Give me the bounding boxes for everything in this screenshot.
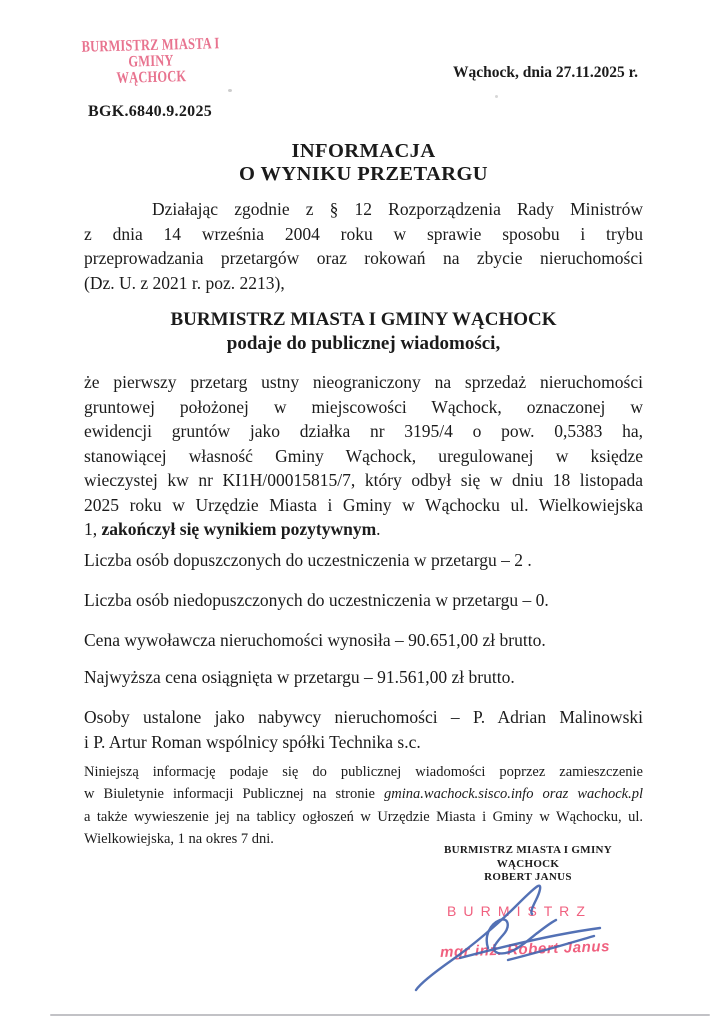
signatory-title-line2: WĄCHOCK [496,857,560,870]
result-item-highest-price [84,665,643,690]
reference-number: BGK.6840.9.2025 [88,103,213,120]
result-item-not-admitted [84,588,643,613]
result-item-line: Liczba osób niedopuszczonych do uczestniczenia w przetargu – 0. [84,589,549,610]
result-item-line: Cena wywoławcza nieruchomości wynosiła – 90.651,00 zł brutto. [84,629,546,650]
document-title-line2: O WYNIKU PRZETARGU [238,163,489,185]
signature-ink [390,878,620,1000]
main-paragraph-line: że pierwszy przetarg ustny nieograniczony na sprzedaż nieruchomości [84,372,643,392]
publication-note-line: Niniejszą informację podaje się do publicznej wiadomości poprzez zamieszczenie [84,764,643,780]
intro-paragraph [84,197,643,295]
document-title-line1: INFORMACJA [291,140,436,162]
document-body [84,0,643,851]
announcement-heading-line2: podaje do publicznej wiadomości, [226,332,501,354]
announcement-heading-line1: BURMISTRZ MIASTA I GMINY WĄCHOCK [170,309,557,330]
result-positive-bold-text: zakończył się wynikiem pozytywnym [101,519,377,539]
main-paragraph-line: ewidencji gruntów jako działka nr 3195/4 o pow. 0,5383 ha, [84,421,643,441]
publication-note [84,761,643,851]
main-paragraph-line: 2025 roku w Urzędzie Miasta i Gminy w Wąchocku ul. Wielkowiejska [84,494,643,515]
main-paragraph-last-line [84,517,643,542]
result-item-line: Osoby ustalone jako nabywcy nieruchomości – P. Adrian Malinowski [84,707,643,727]
date-line: Wąchock, dnia 27.11.2025 r. [452,64,638,81]
intro-line: przeprowadzania przetargów oraz rokowań na zbycie nieruchomości [84,248,643,268]
main-paragraph-last-suffix: . [376,519,381,539]
intro-line: Działając zgodnie z § 12 Rozporządzenia Rady Ministrów [152,199,643,219]
publication-note-line: a także wywieszenie jej na tablicy ogłoszeń w Urzędzie Miasta i Gminy w Wąchocku, ul. [84,808,643,825]
intro-line: (Dz. U. z 2021 r. poz. 2213), [84,272,285,293]
publication-note-line2-prefix: w Biuletynie informacji Publicznej na stronie [84,786,385,803]
mayor-stamp-title: B U R M I S T R Z [447,903,587,919]
result-item-starting-price [84,628,643,653]
result-item-line: Liczba osób dopuszczonych do uczestniczenia w przetargu – 2 . [84,549,532,570]
signatory-title-line1: BURMISTRZ MIASTA I GMINY [443,844,613,856]
document-title [84,140,643,186]
municipal-stamp-line1: BURMISTRZ MIASTA I GMINY [81,35,220,71]
municipal-stamp-line2: WĄCHOCK [116,68,187,87]
publication-note-line: Wielkowiejska, 1 na okres 7 dni. [84,831,274,848]
intro-line: z dnia 14 września 2004 roku w sprawie sposobu i trybu [84,223,643,244]
result-item-buyers [84,705,643,754]
result-item-admitted [84,548,643,573]
main-paragraph-last-prefix: 1, [84,519,102,539]
main-paragraph-line: gruntowej położonej w miejscowości Wąchock, oznaczonej w [84,396,643,417]
main-paragraph-line: stanowiącej własność Gminy Wąchock, uregulowanej w księdze [84,445,643,466]
publication-websites: gmina.wachock.sisco.info oraz wachock.pl [384,786,643,803]
main-paragraph-line: wieczystej kw nr KI1H/00015815/7, który odbył się w dniu 18 listopada [84,470,643,490]
result-item-line: Najwyższa cena osiągnięta w przetargu – 91.561,00 zł brutto. [84,667,515,687]
publication-note-line [84,783,643,805]
result-item-line: i P. Artur Roman wspólnicy spółki Technika s.c. [84,731,421,752]
mayor-stamp-name: mgr inż. Robert Janus [439,938,611,961]
announcement-heading [84,308,643,355]
main-paragraph [84,370,643,542]
page-bottom-edge [50,1014,710,1016]
signatory-name: ROBERT JANUS [484,871,572,884]
